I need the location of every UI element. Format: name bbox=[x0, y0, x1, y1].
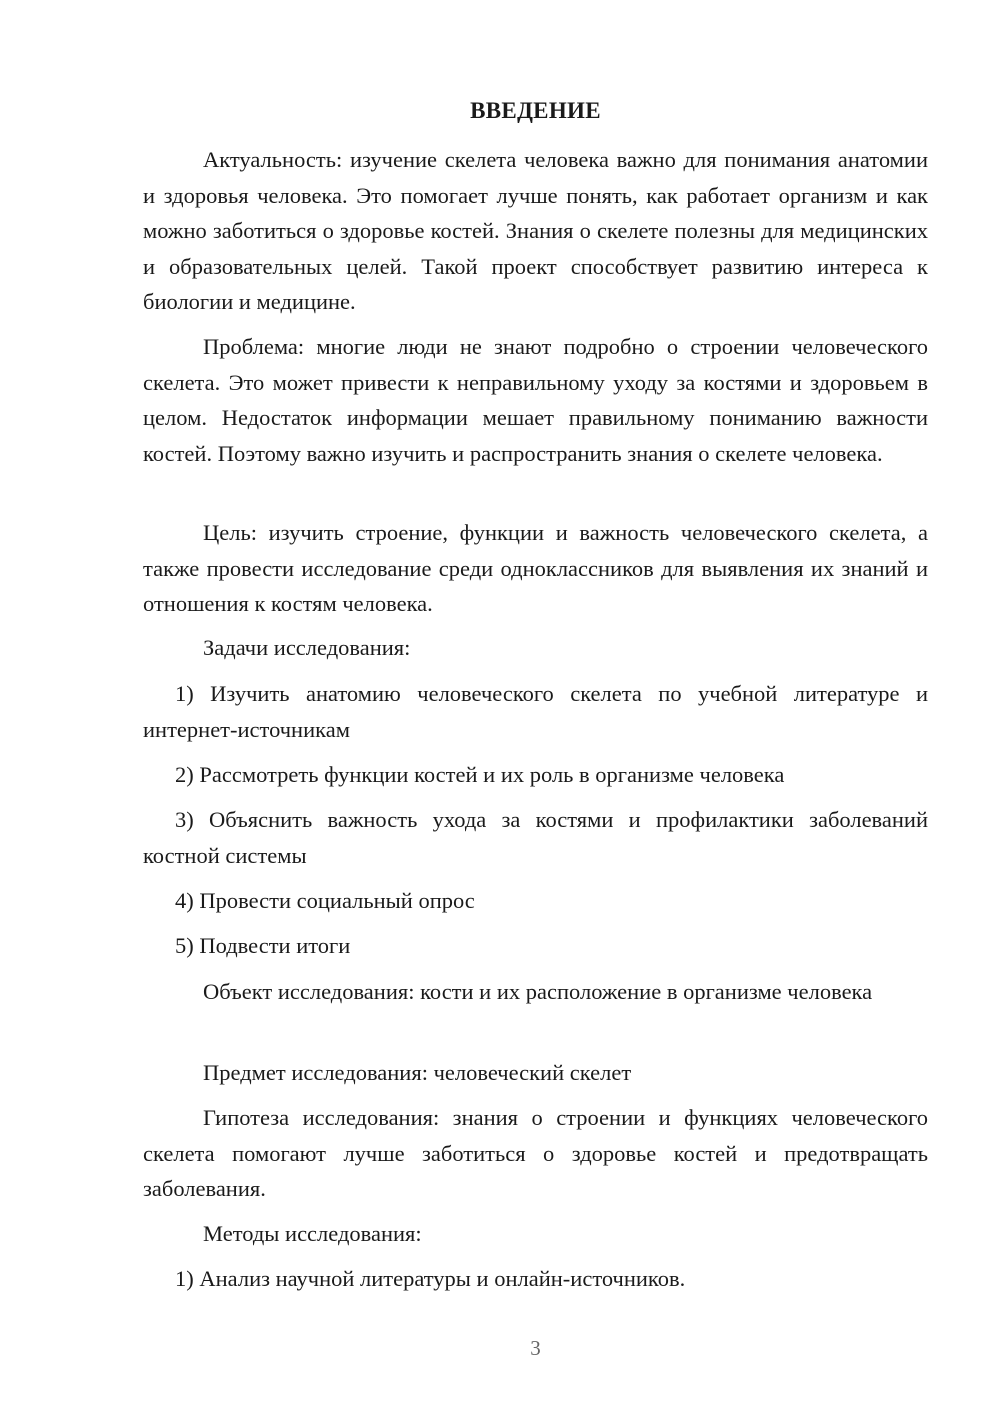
method-item: 1) Анализ научной литературы и онлайн-источников. bbox=[175, 1266, 686, 1291]
section-title: ВВЕДЕНИЕ bbox=[470, 98, 601, 123]
task-item: 3) Объяснить важность ухода за костями и профилактики заболеваний костной системы bbox=[143, 807, 928, 868]
methods-heading: Методы исследования: bbox=[203, 1221, 422, 1246]
tasks-heading: Задачи исследования: bbox=[203, 635, 411, 660]
paragraph-object: Объект исследования: кости и их расположение в организме человека bbox=[203, 979, 873, 1004]
task-item: 4) Провести социальный опрос bbox=[175, 888, 475, 913]
task-item: 1) Изучить анатомию человеческого скелета по учебной литературе и интернет-источникам bbox=[143, 681, 928, 742]
paragraph-subject: Предмет исследования: человеческий скелет bbox=[203, 1060, 632, 1085]
task-item: 2) Рассмотреть функции костей и их роль в организме человека bbox=[175, 762, 785, 787]
paragraph-actuality: Актуальность: изучение скелета человека важно для понимания анатомии и здоровья человека. Это помогает лучше понять, как работает организм и как можно заботиться о здоровье костей. Знания о скелете полезны для медицинских и образовательных целей. Такой проект способствует развитию интереса к биологии и медицине. bbox=[143, 147, 928, 314]
paragraph-problem: Проблема: многие люди не знают подробно о строении человеческого скелета. Это может привести к неправильному уходу за костями и здоровьем в целом. Недостаток информации мешает правильному пониманию важности костей. Поэтому важно изучить и распространить знания о скелете человека. bbox=[143, 334, 928, 466]
paragraph-hypothesis: Гипотеза исследования: знания о строении и функциях человеческого скелета помогают лучше заботиться о здоровье костей и предотвращать заболевания. bbox=[143, 1105, 928, 1201]
page-number: 3 bbox=[530, 1336, 541, 1360]
document-page bbox=[143, 0, 928, 1414]
paragraph-goal: Цель: изучить строение, функции и важность человеческого скелета, а также провести исследование среди одноклассников для выявления их знаний и отношения к костям человека. bbox=[143, 520, 928, 616]
task-item: 5) Подвести итоги bbox=[175, 933, 351, 958]
